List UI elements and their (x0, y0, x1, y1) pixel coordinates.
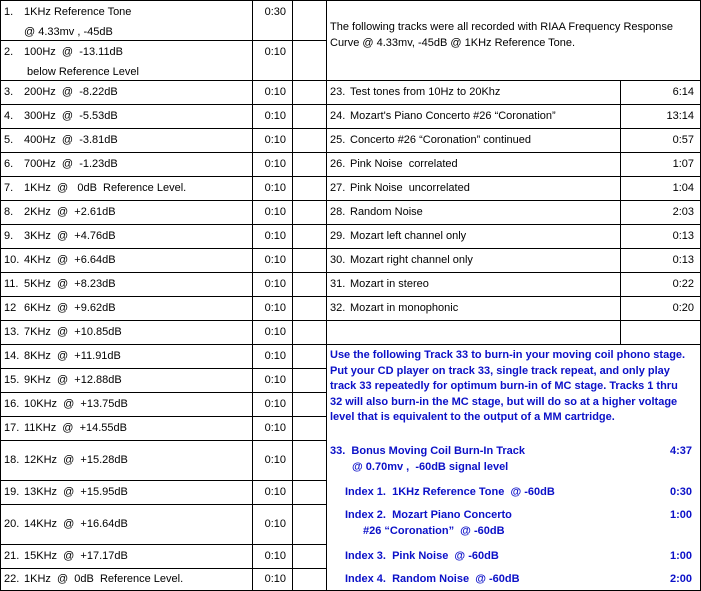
track-description: 200Hz @ -8.22dB (24, 86, 118, 98)
index-duration: 2:00 (669, 573, 692, 585)
track-duration: 6:14 (672, 86, 694, 98)
track-number: 2. (4, 46, 14, 58)
table-grid-line (0, 344, 326, 345)
track-number: 11. (4, 278, 19, 290)
track-duration: 0:10 (264, 518, 286, 530)
table-grid-line (326, 200, 700, 201)
track-description: Test tones from 10Hz to 20Khz (350, 86, 501, 98)
index-description: Index 3. Pink Noise @ -60dB (345, 550, 499, 562)
table-grid-line (0, 416, 326, 417)
track-number: 7. (4, 182, 14, 194)
track-number: 22. (4, 573, 20, 585)
table-grid-line (326, 0, 700, 1)
track-description-line-2: @ 4.33mv , -45dB (24, 26, 113, 38)
table-grid-line (0, 80, 326, 81)
track-duration: 1:04 (672, 182, 694, 194)
track-description: 1KHz @ 0dB Reference Level. (24, 573, 184, 585)
table-grid-line (0, 0, 326, 1)
burn-in-note: Use the following Track 33 to burn-in your moving coil phono stage. Put your CD player on track 33, single track repeat, and only play track 33 repeatedly for optimum burn-in of MC stage. Tracks 1 thru 32 will also burn-in the MC stage, but will do so at a higher voltage level that is equivalent to the output of a MM cartridge. (330, 349, 686, 423)
index-duration: 1:00 (669, 550, 692, 562)
track-description: Random Noise (350, 206, 423, 218)
table-grid-line (326, 80, 700, 81)
track-description: 300Hz @ -5.53dB (24, 110, 118, 122)
bonus-track-duration: 4:37 (669, 445, 692, 457)
track-duration: 0:10 (264, 374, 286, 386)
track-description: 7KHz @ +10.85dB (24, 326, 122, 338)
track-duration: 0:10 (264, 550, 286, 562)
track-number: 18. (4, 454, 20, 466)
table-grid-line (0, 320, 326, 321)
track-description: Mozart left channel only (350, 230, 467, 242)
track-description: Mozart's Piano Concerto #26 “Coronation” (350, 110, 556, 122)
track-description: 5KHz @ +8.23dB (24, 278, 116, 290)
table-grid-line (0, 392, 326, 393)
track-description: 9KHz @ +12.88dB (24, 374, 122, 386)
track-number: 28. (330, 206, 346, 218)
track-number: 14. (4, 350, 20, 362)
track-duration: 1:07 (672, 158, 694, 170)
track-number: 8. (4, 206, 14, 218)
track-number: 20. (4, 518, 20, 530)
track-duration: 0:10 (264, 573, 286, 585)
track-duration: 0:10 (264, 278, 286, 290)
track-description: 3KHz @ +4.76dB (24, 230, 116, 242)
track-duration: 13:14 (666, 110, 694, 122)
track-number: 16. (4, 398, 20, 410)
table-grid-line (0, 296, 326, 297)
track-number: 6. (4, 158, 14, 170)
bonus-track-title: 33. Bonus Moving Coil Burn-In Track (330, 445, 525, 457)
track-number: 32. (330, 302, 346, 314)
table-grid-line (0, 104, 326, 105)
index-description: Index 4. Random Noise @ -60dB (345, 573, 520, 585)
track-description: 11KHz @ +14.55dB (24, 422, 127, 434)
track-number: 10. (4, 254, 20, 266)
track-description: Mozart in monophonic (350, 302, 459, 314)
track-duration: 0:30 (264, 6, 286, 18)
table-grid-line (0, 0, 1, 591)
track-number: 27. (330, 182, 346, 194)
track-duration: 0:10 (264, 206, 286, 218)
track-number: 4. (4, 110, 14, 122)
table-grid-line (0, 128, 326, 129)
riaa-note: The following tracks were all recorded with RIAA Frequency Response Curve @ 4.33mv, -45dB @ 1KHz Reference Tone. (330, 21, 673, 49)
track-duration: 0:10 (264, 302, 286, 314)
table-grid-line (292, 0, 293, 591)
track-duration: 0:20 (672, 302, 694, 314)
table-grid-line (0, 480, 326, 481)
track-description: Mozart in stereo (350, 278, 429, 290)
table-grid-line (0, 440, 326, 441)
track-duration: 0:10 (264, 134, 286, 146)
track-duration: 0:10 (264, 254, 286, 266)
track-description: 6KHz @ +9.62dB (24, 302, 116, 314)
track-number: 12 (4, 302, 17, 314)
table-grid-line (0, 368, 326, 369)
track-description: 1KHz @ 0dB Reference Level. (24, 182, 187, 194)
track-duration: 0:10 (264, 454, 286, 466)
table-grid-line (0, 152, 326, 153)
track-duration: 0:10 (264, 158, 286, 170)
track-number: 15. (4, 374, 20, 386)
track-number: 21. (4, 550, 20, 562)
table-grid-line (0, 544, 326, 545)
table-grid-line (620, 80, 621, 344)
table-grid-line (326, 104, 700, 105)
table-grid-line (0, 200, 326, 201)
table-grid-line (0, 248, 326, 249)
table-grid-line (326, 272, 700, 273)
table-grid-line (326, 344, 700, 345)
table-grid-line (326, 224, 700, 225)
table-grid-line (0, 568, 326, 569)
track-number: 17. (4, 422, 20, 434)
track-duration: 2:03 (672, 206, 694, 218)
track-number: 3. (4, 86, 14, 98)
table-grid-line (0, 504, 326, 505)
track-description: Pink Noise correlated (350, 158, 458, 170)
track-duration: 0:13 (672, 230, 694, 242)
table-grid-line (326, 320, 700, 321)
index-duration: 1:00 (669, 509, 692, 521)
track-number: 13. (4, 326, 20, 338)
table-grid-line (326, 128, 700, 129)
track-description: Pink Noise uncorrelated (350, 182, 470, 194)
track-number: 5. (4, 134, 14, 146)
track-duration: 0:10 (264, 398, 286, 410)
track-description: 14KHz @ +16.64dB (24, 518, 128, 530)
track-description: 12KHz @ +15.28dB (24, 454, 128, 466)
track-number: 1. (4, 6, 14, 18)
track-description: 13KHz @ +15.95dB (24, 486, 128, 498)
table-grid-line (0, 224, 326, 225)
track-description: 10KHz @ +13.75dB (24, 398, 128, 410)
track-duration: 0:10 (264, 110, 286, 122)
table-grid-line (252, 0, 253, 591)
track-duration: 0:10 (264, 486, 286, 498)
track-number: 9. (4, 230, 14, 242)
track-number: 25. (330, 134, 346, 146)
track-duration: 0:10 (264, 326, 286, 338)
index-duration: 0:30 (669, 486, 692, 498)
bonus-track-level: @ 0.70mv , -60dB signal level (352, 461, 509, 473)
track-duration: 0:10 (264, 422, 286, 434)
track-number: 29. (330, 230, 346, 242)
track-number: 30. (330, 254, 346, 266)
track-description: 2KHz @ +2.61dB (24, 206, 116, 218)
track-duration: 0:10 (264, 350, 286, 362)
track-duration: 0:10 (264, 46, 286, 58)
track-duration: 0:10 (264, 86, 286, 98)
track-duration: 0:13 (672, 254, 694, 266)
table-grid-line (0, 176, 326, 177)
track-description: 400Hz @ -3.81dB (24, 134, 118, 146)
track-number: 24. (330, 110, 346, 122)
track-description: Mozart right channel only (350, 254, 473, 266)
track-number: 23. (330, 86, 346, 98)
track-duration: 0:10 (264, 182, 286, 194)
track-description: 15KHz @ +17.17dB (24, 550, 128, 562)
track-description: 8KHz @ +11.91dB (24, 350, 121, 362)
index-description: Index 2. Mozart Piano Concerto (345, 509, 512, 521)
track-number: 26. (330, 158, 346, 170)
table-grid-line (326, 248, 700, 249)
track-duration: 0:10 (264, 230, 286, 242)
track-number: 19. (4, 486, 20, 498)
track-number: 31. (330, 278, 346, 290)
index-description: Index 1. 1KHz Reference Tone @ -60dB (345, 486, 555, 498)
track-description: 1KHz Reference Tone (24, 6, 132, 18)
track-description: 700Hz @ -1.23dB (24, 158, 118, 170)
track-duration: 0:22 (672, 278, 694, 290)
table-grid-line (326, 176, 700, 177)
table-grid-line (0, 272, 326, 273)
track-description: 100Hz @ -13.11dB (24, 46, 124, 58)
index-description-line-2: #26 “Coronation” @ -60dB (363, 525, 505, 537)
track-description: 4KHz @ +6.64dB (24, 254, 116, 266)
table-grid-line (326, 152, 700, 153)
track-description-line-2: below Reference Level (24, 66, 139, 78)
track-duration: 0:57 (672, 134, 694, 146)
table-grid-line (326, 296, 700, 297)
table-grid-line (0, 40, 326, 41)
track-description: Concerto #26 “Coronation” continued (350, 134, 532, 146)
